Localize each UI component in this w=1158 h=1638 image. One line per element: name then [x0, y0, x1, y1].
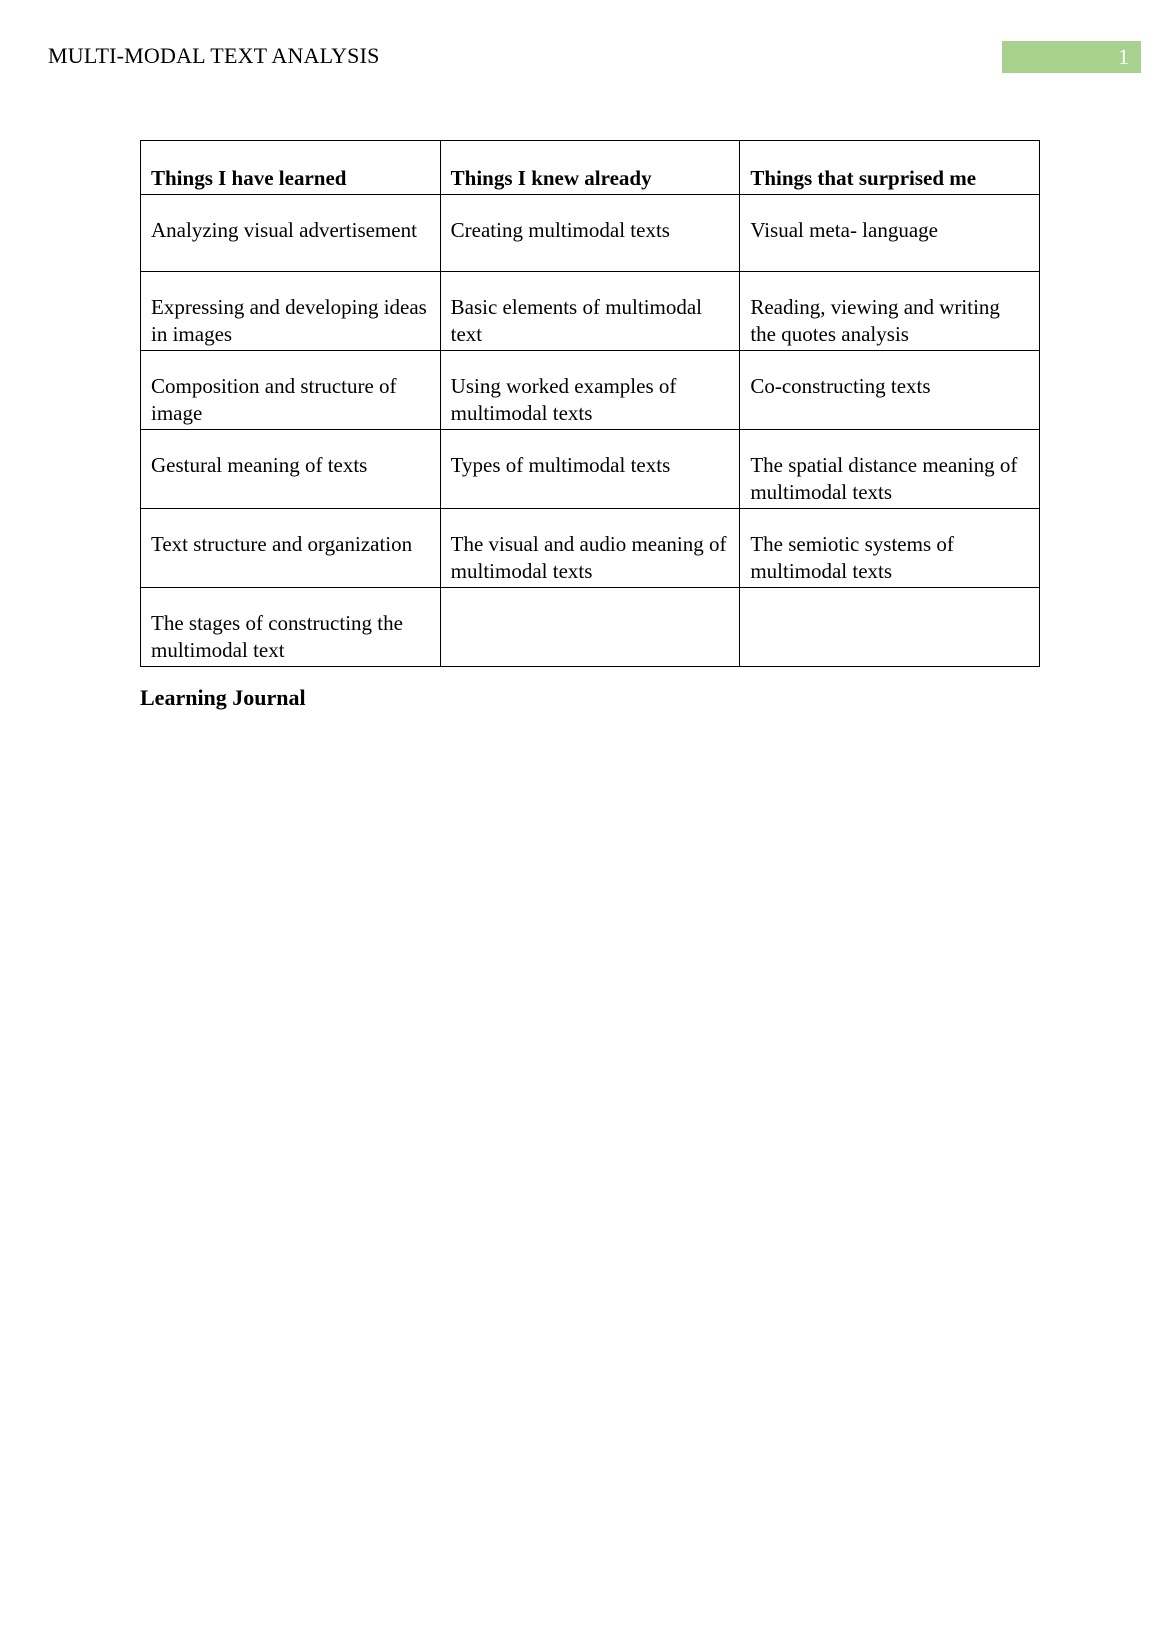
- table-cell: Types of multimodal texts: [440, 430, 740, 509]
- page-number-box: [1002, 41, 1141, 73]
- table-cell: The semiotic systems of multimodal texts: [740, 509, 1040, 588]
- table-cell: Using worked examples of multimodal texts: [440, 351, 740, 430]
- table-row: [141, 272, 1040, 351]
- table-header-row: [141, 141, 1040, 195]
- table-cell: [440, 588, 740, 667]
- table-row: [141, 588, 1040, 667]
- table-cell: Expressing and developing ideas in images: [141, 272, 441, 351]
- page-number: 1: [1118, 44, 1129, 69]
- table-cell: Text structure and organization: [141, 509, 441, 588]
- table-cell: The spatial distance meaning of multimodal texts: [740, 430, 1040, 509]
- column-header-knew: Things I knew already: [440, 141, 740, 195]
- table-cell: Basic elements of multimodal text: [440, 272, 740, 351]
- column-header-surprised: Things that surprised me: [740, 141, 1040, 195]
- table-cell: Creating multimodal texts: [440, 195, 740, 272]
- table-cell: Gestural meaning of texts: [141, 430, 441, 509]
- table-row: [141, 509, 1040, 588]
- table-cell: The stages of constructing the multimodal text: [141, 588, 441, 667]
- learning-table: [140, 140, 1040, 667]
- table-row: [141, 351, 1040, 430]
- table-cell: The visual and audio meaning of multimodal texts: [440, 509, 740, 588]
- table-cell: Analyzing visual advertisement: [141, 195, 441, 272]
- table-cell: Reading, viewing and writing the quotes analysis: [740, 272, 1040, 351]
- table-cell: Co-constructing texts: [740, 351, 1040, 430]
- running-header-title: MULTI-MODAL TEXT ANALYSIS: [48, 43, 380, 68]
- table-row: [141, 195, 1040, 272]
- table-cell: [740, 588, 1040, 667]
- column-header-learned: Things I have learned: [141, 141, 441, 195]
- table-cell: Composition and structure of image: [141, 351, 441, 430]
- table-row: [141, 430, 1040, 509]
- section-heading-learning-journal: Learning Journal: [140, 685, 306, 710]
- table-cell: Visual meta- language: [740, 195, 1040, 272]
